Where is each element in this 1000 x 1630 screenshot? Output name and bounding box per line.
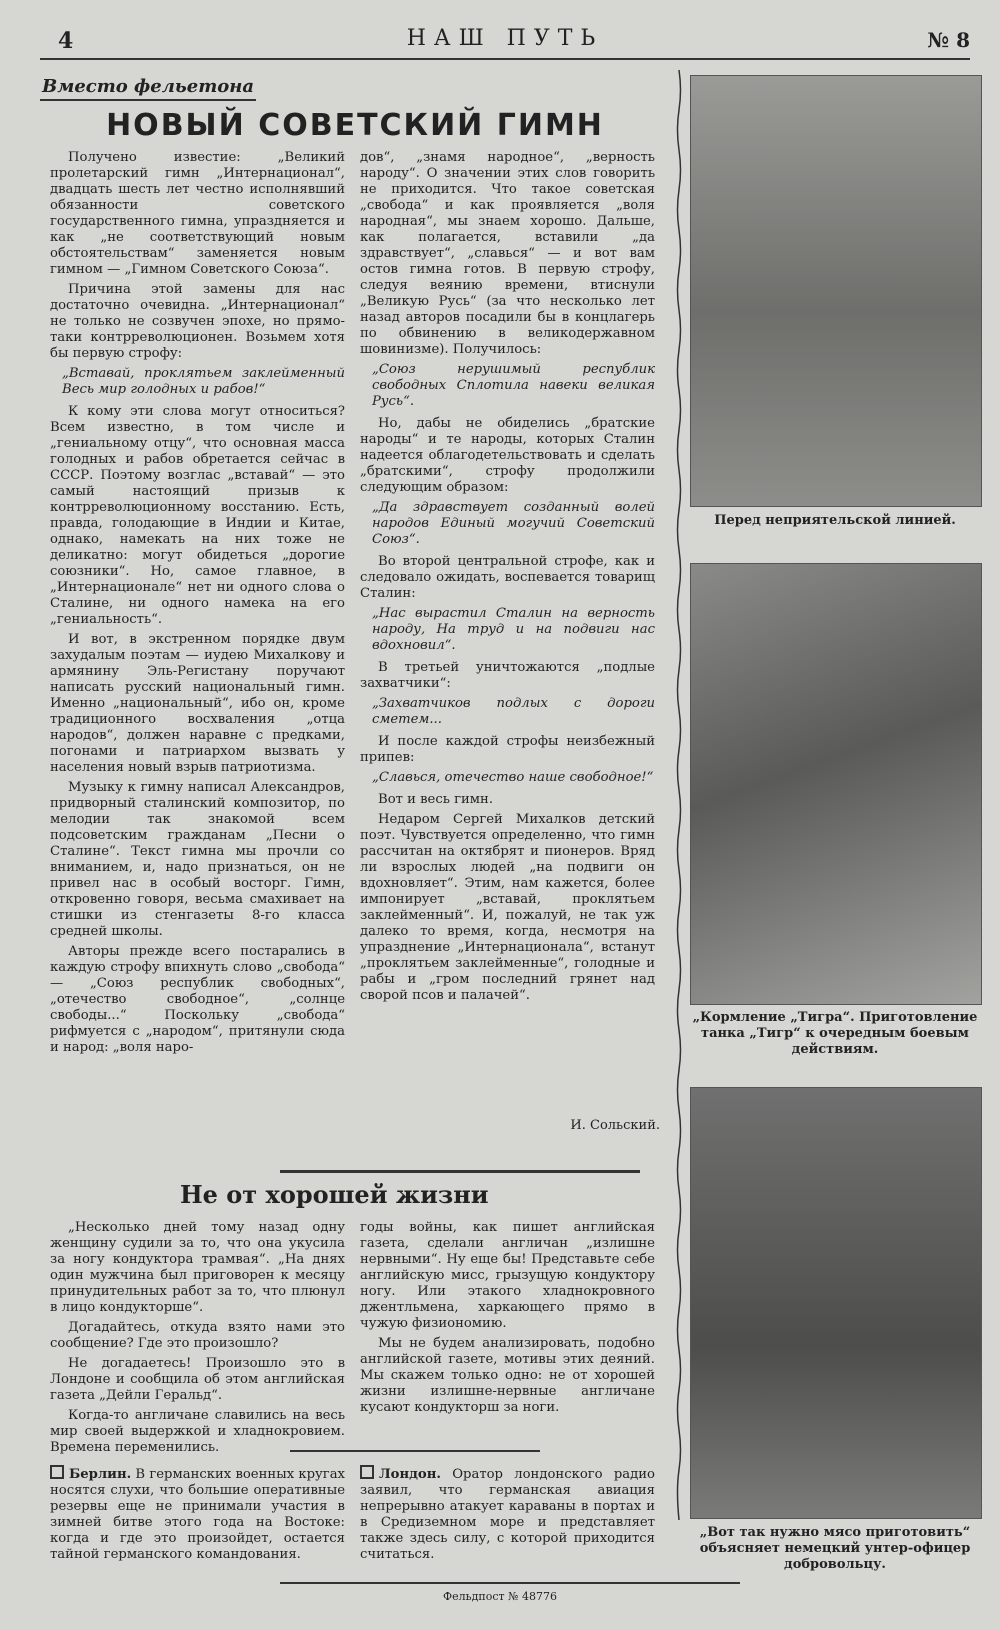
verse: „Славься, отечество наше свободное!“ [372,770,654,785]
paragraph: Но, дабы не обиделись „братские народы“ и те народы, которых Сталин надеется облагодетельствовать и сделать „братскими“, строфу продолжили следующим образом: [360,416,655,495]
issue-number: № 8 [927,28,970,52]
news-city: Лондон. [379,1467,441,1482]
paragraph: Когда-то англичане славились на весь мир своей выдержкой и хладнокровием. Времена переменились. [50,1408,345,1455]
paragraph: Причина этой замены для нас достаточно очевидна. „Интернационал“ не только не созвучен эпохе, но прямо-таки контрреволюционен. Возьмем хотя бы первую строфу: [50,282,345,361]
section-divider [280,1170,640,1173]
masthead [40,18,970,60]
paragraph: И вот, в экстренном порядке двум захудалым поэтам — иудею Михалкову и армянину Эль-Регистану поручают написать русский национальный гимн. Именно „национальный“, ибо он, кроме традиционного восхваления „отца народов“, должен наравне с предками, погонами и патриархом вызвать у населения новый взрыв патриотизма. [50,632,345,775]
paragraph: Во второй центральной строфе, как и следовало ожидать, воспевается товарищ Сталин: [360,554,655,601]
verse: „Да здравствует созданный волей народов Единый могучий Советский Союз“. [372,500,655,547]
news-divider [290,1450,540,1452]
article-kicker: Вместо фельетона [40,76,256,101]
article-column-2 [360,150,655,1216]
photo-caption: „Кормление „Тигра“. Приготовление танка „Тигр“ к очередным боевым действиям. [692,1010,978,1057]
paragraph: И после каждой строфы неизбежный припев: [360,734,655,765]
page-number: 4 [58,28,74,54]
paragraph: Вот и весь гимн. [378,792,494,807]
news-item-london [360,1465,655,1605]
paragraph: В третьей уничтожаются „подлые захватчики“: [360,660,655,691]
column-wavy-divider [676,70,682,1520]
paragraph: годы войны, как пишет английская газета, сделали англичан „излишне нервными“. Ну еще бы! Представьте себе английскую мисс, грызущую кондуктору ногу. Или этакого хладнокровного джентльмена, харкающего прямо в чужую физиономию. [360,1220,655,1331]
paragraph: Мы не будем анализировать, подобно английской газете, мотивы этих деяний. Мы скажем только одно: не от хорошей жизни излишне-нервные англичане кусают кондукторш за ноги. [360,1336,655,1415]
photo-tank-feeding [690,563,982,1005]
news-city: Берлин. [69,1467,132,1482]
article-column-1 [50,150,345,1216]
left-content [40,70,670,1570]
paragraph: К кому эти слова могут относиться? Всем известно, в том числе и „гениальному отцу“, что основная масса голодных и рабов обретается сейчас в СССР. Поэтому возглас „вставай“ — это самый настоящий призыв к контрреволюционному восстанию. Есть, правда, голодающие в Индии и Китае, однако, намекать на них тоже не деликатно: могут обидеться „дорогие союзники“. Но, самое главное, в „Интернационале“ нет ни одного слова о Сталине, ни одного намека на его „гениальность“. [50,404,345,627]
paragraph: Не догадаетесь! Произошло это в Лондоне и сообщила об этом английская газета „Дейли Геральд“. [50,1356,345,1403]
news-bullet-icon [360,1465,374,1479]
paragraph: Догадайтесь, откуда взято нами это сообщение? Где это произошло? [50,1320,345,1351]
article-signature: И. Сольский. [570,1118,660,1133]
article-2-column-1 [50,1220,345,1455]
news-text: Оратор лондонского радио заявил, что германская авиация непрерывно атакует караваны в портах и в Средиземном море и представляет также здесь силу, с которой приходится считаться. [360,1467,655,1562]
newspaper-title: НАШ ПУТЬ [406,26,604,51]
verse: „Нас вырастил Сталин на верность народу, На труд и на подвиги нас вдохновил“. [372,606,655,653]
paragraph: Музыку к гимну написал Александров, придворный сталинский композитор, по мелодии так знакомой всем подсоветским гражданам „Песни о Сталине“. Текст гимна мы прочли со вниманием, и, надо признаться, он не привел нас в особый восторг. Гимн, откровенно говоря, весьма смахивает на стишки из стенгазеты 8-го класса средней школы. [50,780,345,939]
paragraph: „Несколько дней тому назад одну женщину судили за то, что она укусила за ногу кондуктора трамвая“. „На днях один мужчина был приговорен к месяцу принудительных работ за то, что плюнул в лицо кондукторше“. [50,1220,345,1315]
article-headline: НОВЫЙ СОВЕТСКИЙ ГИМН [106,108,604,143]
paragraph: Получено известие: „Великий пролетарский гимн „Интернационал“, двадцать шесть лет честно исполнявший обязанности советского государственного гимна, упраздняется и как „не соответствующий новым обстоятельствам“ заменяется новым гимном — „Гимном Советского Союза“. [50,150,345,277]
article-2-headline: Не от хорошей жизни [180,1180,489,1209]
footer-fieldpost: Фельдпост № 48776 [443,1590,557,1603]
verse: „Союз нерушимый республик свободных Сплотила навеки великая Русь“. [372,362,655,409]
news-item-berlin [50,1465,345,1605]
news-text: В германских военных кругах носятся слухи, что большие оперативные резервы еще не принимали участия в зимней битве этого года на Востоке: когда и где это произойдет, остается тайной германского командования. [50,1467,345,1562]
paragraph: Авторы прежде всего постарались в каждую строфу впихнуть слово „свобода“ — „Союз республик свободных“, „отечество свободное“, „солнце свободы...“ Поскольку „свобода“ рифмуется с „народом“, притянули сюда и народ: „воля наро- [50,944,345,1055]
photo-caption: Перед неприятельской линией. [714,513,956,528]
article-2-column-2 [360,1220,655,1440]
photo-caption: „Вот так нужно мясо приготовить“ объясняет немецкий унтер-офицер добровольцу. [699,1525,971,1572]
paragraph: Недаром Сергей Михалков детский поэт. Чувствуется определенно, что гимн рассчитан на октябрят и пионеров. Вряд ли взрослых людей „на подвиги он вдохновляет“. Этим, нам кажется, более импонирует „вставай, проклятьем заклейменный“. И, пожалуй, не так уж далеко то время, когда, несмотря на упразднение „Интернационала“, встанут „проклятьем заклейменные“, голодные и рабы и „гром последний грянет над сворой псов и палачей“. [360,812,655,1003]
news-bullet-icon [50,1465,64,1479]
photo-cooking [690,1087,982,1519]
footer-divider [280,1582,740,1584]
paragraph: дов“, „знамя народное“, „верность народу“. О значении этих слов говорить не приходится. Что такое советская „свобода“ и как проявляется „воля народная“, мы знаем хорошо. Дальше, как полагается, вставили „да здравствует“, „славься“ — и вот вам остов гимна готов. В первую строфу, следуя веянию времени, втиснули „Великую Русь“ (за что несколько лет назад авторов посадили бы в концлагерь по обвинению в великодержавном шовинизме). Получилось: [360,150,655,357]
photo-soldiers-front-line [690,75,982,507]
verse: „Захватчиков подлых с дороги сметем... [372,696,655,727]
verse: „Вставай, проклятьем заклейменный Весь мир голодных и рабов!“ [62,366,345,397]
